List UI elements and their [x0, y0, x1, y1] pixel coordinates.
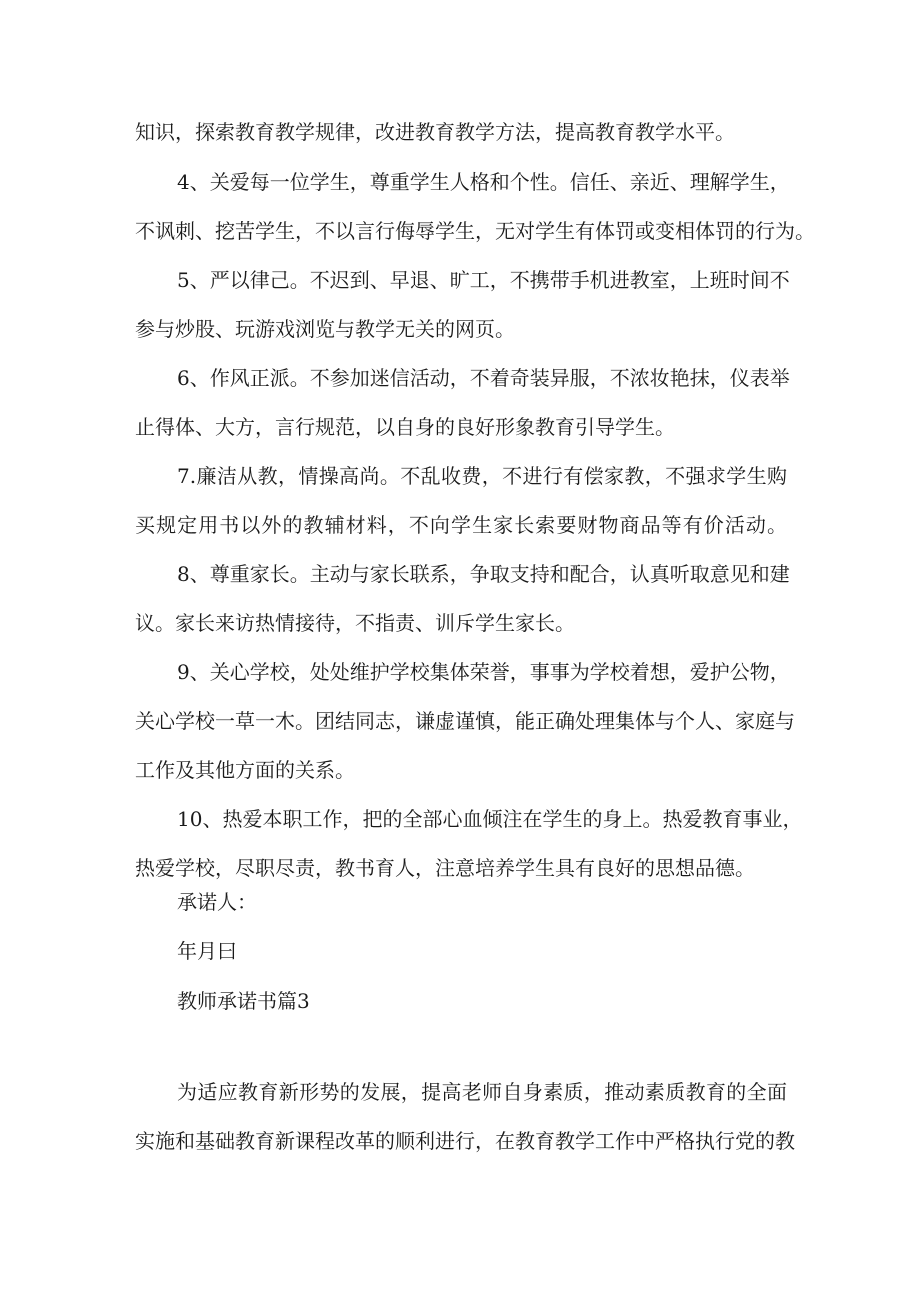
- text-line-2: 4、关爱每一位学生，尊重学生人格和个性。信任、亲近、理解学生，: [177, 170, 790, 194]
- text-line-12: 9、关心学校，处处维护学校集体荣誉，事事为学校着想，爱护公物，: [177, 660, 790, 684]
- text-line-3: 不讽刺、挖苦学生，不以言行侮辱学生，无对学生有体罚或变相体罚的行为。: [135, 219, 815, 243]
- text-line-16: 热爱学校，尽职尽责，教书育人，注意培养学生具有良好的思想品德。: [135, 856, 755, 880]
- date-label: 年月曰: [177, 939, 237, 963]
- text-line-6: 6、作风正派。不参加迷信活动，不着奇装异服，不浓妆艳抹，仪表举: [177, 366, 790, 390]
- text-line-11: 议。家长来访热情接待，不指责、训斥学生家长。: [135, 611, 575, 635]
- text-line-21: 实施和基础教育新课程改革的顺利进行，在教育教学工作中严格执行党的教: [135, 1129, 795, 1153]
- text-line-10: 8、尊重家长。主动与家长联系，争取支持和配合，认真听取意见和建: [177, 562, 790, 586]
- text-line-13: 关心学校一草一木。团结同志，谦虚谨慎，能正确处理集体与个人、家庭与: [135, 709, 795, 733]
- signatory-label: 承诺人：: [177, 890, 257, 914]
- text-line-7: 止得体、大方，言行规范，以自身的良好形象教育引导学生。: [135, 415, 675, 439]
- text-line-14: 工作及其他方面的关系。: [135, 758, 355, 782]
- text-line-1: 知识，探索教育教学规律，改进教育教学方法，提高教育教学水平。: [135, 120, 735, 144]
- text-line-8: 7.廉洁从教，情操高尚。不乱收费，不进行有偿家教，不强求学生购: [177, 464, 787, 488]
- text-line-4: 5、严以律己。不迟到、早退、旷工，不携带手机进教室，上班时间不: [177, 268, 790, 292]
- text-line-20: 为适应教育新形势的发展，提高老师自身素质，推动素质教育的全面: [177, 1080, 787, 1104]
- text-line-5: 参与炒股、玩游戏浏览与教学无关的网页。: [135, 317, 515, 341]
- text-line-15: 10、热爱本职工作，把的全部心血倾注在学生的身上。热爱教育事业，: [177, 807, 803, 831]
- section-heading: 教师承诺书篇3: [177, 989, 310, 1013]
- text-line-9: 买规定用书以外的教辅材料，不向学生家长索要财物商品等有价活动。: [135, 513, 787, 537]
